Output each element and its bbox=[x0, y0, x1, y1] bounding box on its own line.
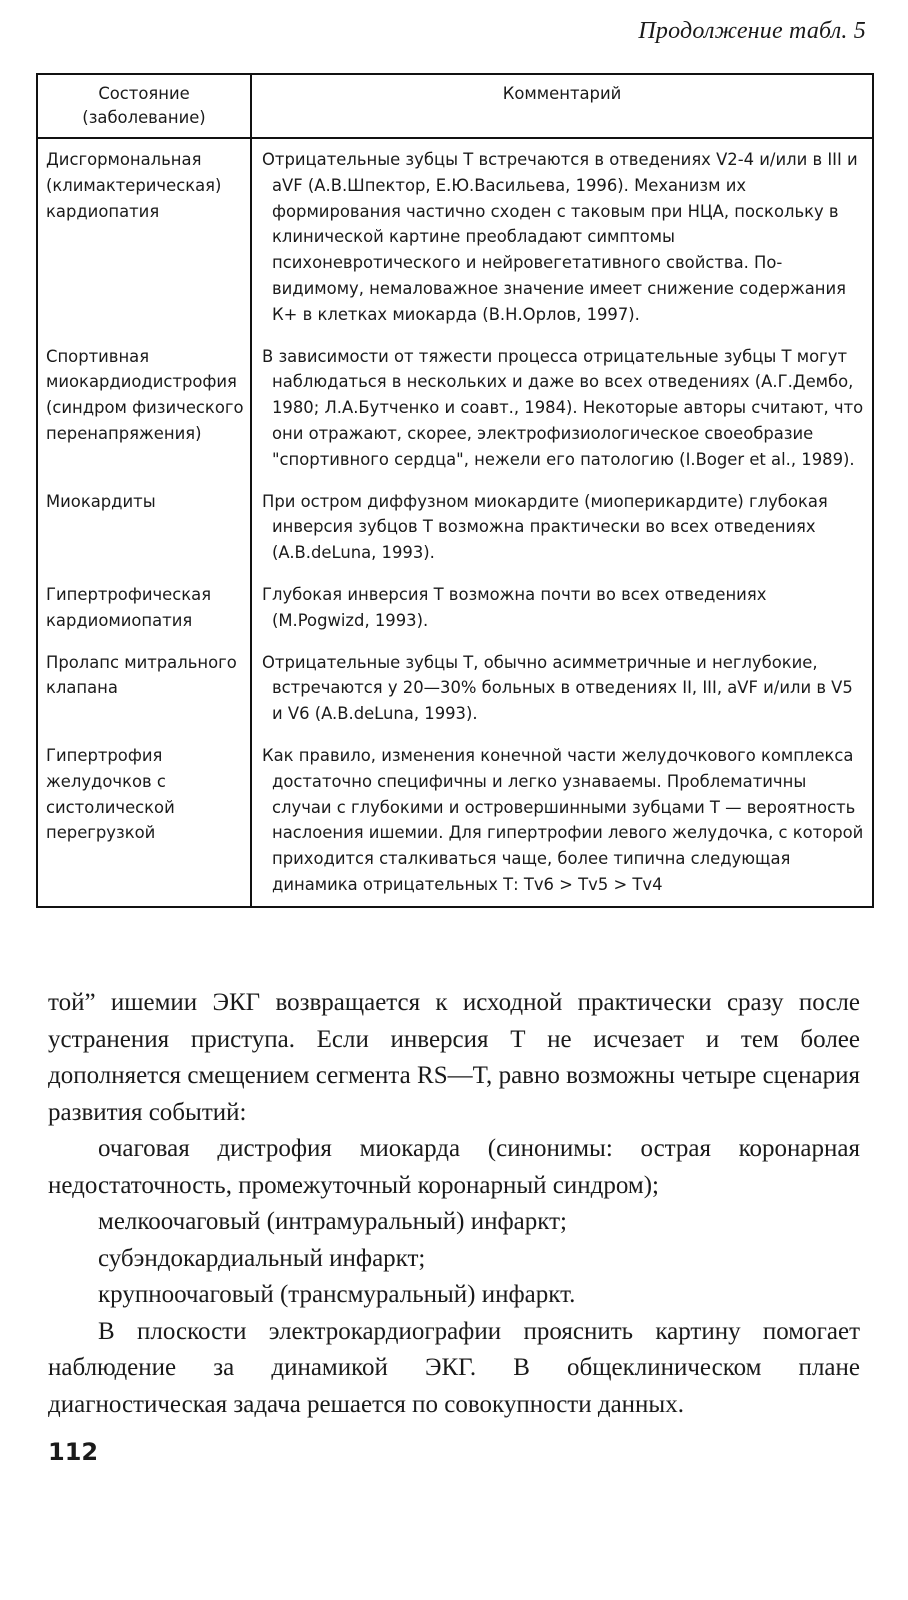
comment-cell bbox=[251, 574, 873, 642]
body-text bbox=[48, 985, 860, 1423]
table-row bbox=[37, 642, 873, 735]
comment-text: Отрицательные зубцы Т встречаются в отведениях V2-4 и/или в III и aVF (А.В.Шпектор, Е.Ю.Васильева, 1996). Механизм их формирования частично сходен с таковым при НЦА, поскольку в клинической картине преобладают симптомы психоневротического и нейровегетативного свойства. По-видимому, немаловажное значение имеет снижение содержания К+ в клетках миокарда (В.Н.Орлов, 1997). bbox=[262, 150, 858, 324]
comment-text: Глубокая инверсия Т возможна почти во всех отведениях (M.Pogwizd, 1993). bbox=[262, 584, 767, 630]
list-item: очаговая дистрофия миокарда (синонимы: острая коронарная недостаточность, промежуточный коронарный синдром); bbox=[48, 1135, 860, 1199]
table-header-row bbox=[37, 74, 873, 138]
list-item: субэндокардиальный инфаркт; bbox=[98, 1244, 426, 1272]
comment-cell bbox=[251, 735, 873, 907]
condition-cell: Дисгормональная (климактерическая) кардиопатия bbox=[37, 138, 251, 336]
condition-cell: Спортивная миокардиодистрофия (синдром физического перенапряжения) bbox=[37, 336, 251, 481]
comment-text: В зависимости от тяжести процесса отрицательные зубцы Т могут наблюдаться в нескольких и даже во всех отведениях (А.Г.Дембо, 1980; Л.А.Бутченко и соавт., 1984). Некоторые авторы считают, что они отражают, скорее, электрофизиологическое своеобразие "спортивного сердца", нежели его патологию (I.Boger et al., 1989). bbox=[262, 346, 864, 469]
comment-text: При остром диффузном миокардите (миоперикардите) глубокая инверсия зубцов Т возможна практически во всех отведениях (A.B.deLuna, 1993). bbox=[262, 491, 828, 563]
comment-cell bbox=[251, 336, 873, 481]
condition-cell: Миокардиты bbox=[37, 481, 251, 574]
column-header-condition: Состояние (заболевание) bbox=[37, 74, 251, 138]
table-row bbox=[37, 735, 873, 907]
comment-text: Отрицательные зубцы Т, обычно асимметричные и неглубокие, встречаются у 20—30% больных в отведениях II, III, aVF и/или в V5 и V6 (A.B.deLuna, 1993). bbox=[262, 652, 853, 724]
condition-cell: Пролапс митрального клапана bbox=[37, 642, 251, 735]
column-header-comment: Комментарий bbox=[251, 74, 873, 138]
comment-cell bbox=[251, 481, 873, 574]
body-paragraph: В плоскости электрокардиографии прояснить картину помогает наблюдение за динамикой ЭКГ. В общеклиническом плане диагностическая задача решается по совокупности данных. bbox=[48, 1317, 860, 1418]
list-item: мелкоочаговый (интрамуральный) инфаркт; bbox=[98, 1208, 567, 1235]
comment-text: Как правило, изменения конечной части желудочкового комплекса достаточно специфичны и легко узнаваемы. Проблематичны случаи с глубокими и островершинными зубцами Т — вероятность наслоения ишемии. Для гипертрофии левого желудочка, с которой приходится сталкиваться чаще, более типична следующая динамика отрицательных Т: Tv6 > Tv5 > Tv4 bbox=[262, 745, 864, 894]
comment-cell bbox=[251, 642, 873, 735]
table-row bbox=[37, 138, 873, 336]
running-title: Продолжение табл. 5 bbox=[638, 18, 866, 44]
condition-cell: Гипертрофия желудочков с систолической перегрузкой bbox=[37, 735, 251, 907]
table-row bbox=[37, 481, 873, 574]
conditions-table bbox=[36, 73, 874, 908]
page-number: 112 bbox=[48, 1438, 99, 1466]
list-item: крупноочаговый (трансмуральный) инфаркт. bbox=[98, 1281, 576, 1308]
condition-cell: Гипертрофическая кардиомиопатия bbox=[37, 574, 251, 642]
body-paragraph: той” ишемии ЭКГ возвращается к исходной практически сразу после устранения приступа. Если инверсия Т не исчезает и тем более дополняется смещением сегмента RS—T, равно возможны четыре сценария развития событий: bbox=[48, 989, 860, 1126]
comment-cell bbox=[251, 138, 873, 336]
table-row bbox=[37, 574, 873, 642]
table-row bbox=[37, 336, 873, 481]
